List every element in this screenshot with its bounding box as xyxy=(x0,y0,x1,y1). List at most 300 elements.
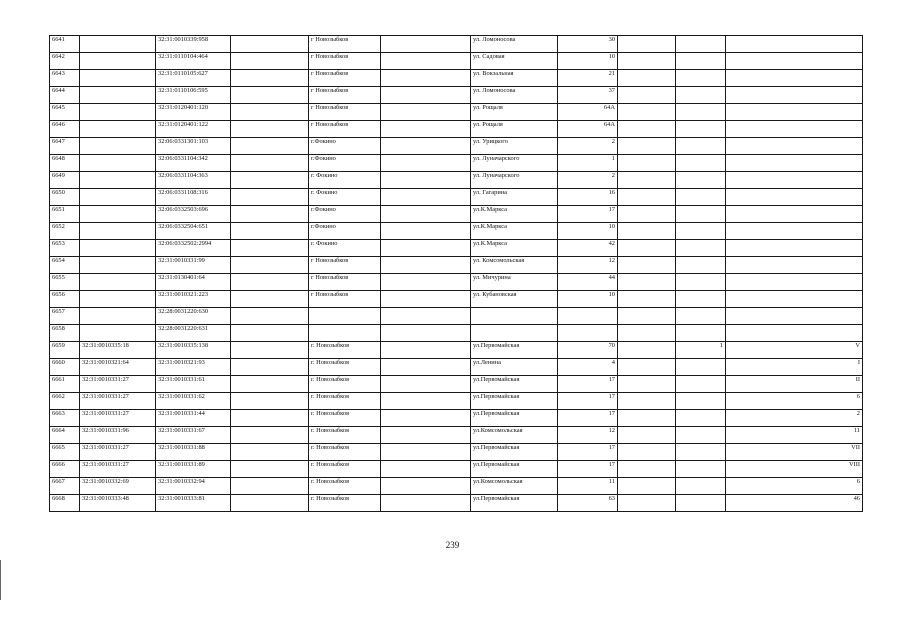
table-row xyxy=(50,257,863,274)
col8-cell xyxy=(618,427,676,444)
premise-number-cell xyxy=(726,155,863,172)
table-body xyxy=(50,36,863,512)
table-row xyxy=(50,427,863,444)
cadastral-parent-cell xyxy=(80,87,156,104)
col5-cell xyxy=(381,444,471,461)
street-cell: ул.Первомайская xyxy=(471,461,558,478)
cadastral-parent-cell: 32:31:0010321:64 xyxy=(80,359,156,376)
col3-cell xyxy=(231,291,309,308)
building-cell: 10 xyxy=(558,223,618,240)
col5-cell xyxy=(381,189,471,206)
col9-cell xyxy=(676,223,726,240)
street-cell: ул. Ломоносова xyxy=(471,87,558,104)
table-row xyxy=(50,172,863,189)
cadastral-parent-cell xyxy=(80,274,156,291)
row-number-cell: 6656 xyxy=(50,291,80,308)
col9-cell xyxy=(676,87,726,104)
col9-cell xyxy=(676,36,726,53)
col5-cell xyxy=(381,155,471,172)
building-cell: 2 xyxy=(558,172,618,189)
col3-cell xyxy=(231,70,309,87)
table-row xyxy=(50,274,863,291)
col5-cell xyxy=(381,274,471,291)
col9-cell xyxy=(676,121,726,138)
street-cell: ул.Первомайская xyxy=(471,410,558,427)
table-row xyxy=(50,104,863,121)
city-cell: г. Новозыбков xyxy=(309,495,381,512)
table-row xyxy=(50,461,863,478)
row-number-cell: 6658 xyxy=(50,325,80,342)
row-number-cell: 6651 xyxy=(50,206,80,223)
col5-cell xyxy=(381,70,471,87)
col8-cell xyxy=(618,104,676,121)
col3-cell xyxy=(231,53,309,70)
cadastral-parent-cell xyxy=(80,155,156,172)
col3-cell xyxy=(231,478,309,495)
city-cell: г. Фокино xyxy=(309,172,381,189)
col8-cell xyxy=(618,325,676,342)
cadastral-number-cell: 32:06:0331104:363 xyxy=(156,172,231,189)
building-cell: 11 xyxy=(558,478,618,495)
table-row xyxy=(50,444,863,461)
col9-cell xyxy=(676,291,726,308)
col9-cell xyxy=(676,444,726,461)
building-cell xyxy=(558,325,618,342)
cadastral-parent-cell xyxy=(80,325,156,342)
table-row xyxy=(50,36,863,53)
table-row xyxy=(50,308,863,325)
street-cell: ул. Луначарского xyxy=(471,172,558,189)
premise-number-cell: V xyxy=(726,342,863,359)
table-row xyxy=(50,53,863,70)
street-cell: ул. Комсомольская xyxy=(471,257,558,274)
col5-cell xyxy=(381,495,471,512)
cadastral-number-cell: 32:31:0110106:595 xyxy=(156,87,231,104)
premise-number-cell xyxy=(726,223,863,240)
col3-cell xyxy=(231,308,309,325)
col9-cell: 1 xyxy=(676,342,726,359)
col5-cell xyxy=(381,342,471,359)
col5-cell xyxy=(381,104,471,121)
col9-cell xyxy=(676,138,726,155)
premise-number-cell: 2 xyxy=(726,410,863,427)
col9-cell xyxy=(676,495,726,512)
cadastral-number-cell: 32:31:0110104:464 xyxy=(156,53,231,70)
building-cell: 63 xyxy=(558,495,618,512)
city-cell: г.Фокино xyxy=(309,155,381,172)
col5-cell xyxy=(381,478,471,495)
col8-cell xyxy=(618,70,676,87)
col9-cell xyxy=(676,257,726,274)
row-number-cell: 6665 xyxy=(50,444,80,461)
cadastral-parent-cell: 32:31:0010331:27 xyxy=(80,393,156,410)
building-cell: 16 xyxy=(558,189,618,206)
col8-cell xyxy=(618,223,676,240)
street-cell: ул.К.Маркса xyxy=(471,206,558,223)
city-cell: г. Новозыбков xyxy=(309,410,381,427)
cadastral-number-cell: 32:28:0031220:630 xyxy=(156,308,231,325)
col3-cell xyxy=(231,410,309,427)
cadastral-parent-cell xyxy=(80,308,156,325)
city-cell: г. Новозыбков xyxy=(309,427,381,444)
register-table xyxy=(49,35,863,512)
cadastral-parent-cell xyxy=(80,189,156,206)
street-cell: ул. Рощаля xyxy=(471,121,558,138)
cadastral-parent-cell: 32:31:0010331:96 xyxy=(80,427,156,444)
col8-cell xyxy=(618,444,676,461)
cadastral-number-cell: 32:31:0010331:88 xyxy=(156,444,231,461)
street-cell: ул. Ломоносова xyxy=(471,36,558,53)
col3-cell xyxy=(231,495,309,512)
cadastral-number-cell: 32:31:0010339:958 xyxy=(156,36,231,53)
street-cell: ул.Первомайская xyxy=(471,444,558,461)
col3-cell xyxy=(231,87,309,104)
street-cell: ул.К.Маркса xyxy=(471,223,558,240)
cadastral-number-cell: 32:31:0010321:93 xyxy=(156,359,231,376)
street-cell: ул. Луначарского xyxy=(471,155,558,172)
building-cell: 21 xyxy=(558,70,618,87)
building-cell: 17 xyxy=(558,206,618,223)
table-row xyxy=(50,325,863,342)
row-number-cell: 6657 xyxy=(50,308,80,325)
col9-cell xyxy=(676,308,726,325)
col3-cell xyxy=(231,155,309,172)
city-cell: г. Новозыбков xyxy=(309,376,381,393)
cadastral-number-cell: 32:31:0010331:61 xyxy=(156,376,231,393)
street-cell: ул. Вокзальная xyxy=(471,70,558,87)
col5-cell xyxy=(381,393,471,410)
premise-number-cell xyxy=(726,189,863,206)
city-cell: г Новозыбков xyxy=(309,36,381,53)
city-cell: г Новозыбков xyxy=(309,104,381,121)
city-cell: г Новозыбков xyxy=(309,70,381,87)
col3-cell xyxy=(231,274,309,291)
col5-cell xyxy=(381,223,471,240)
cadastral-number-cell: 32:06:0331104:342 xyxy=(156,155,231,172)
cadastral-number-cell: 32:31:0010331:62 xyxy=(156,393,231,410)
cadastral-parent-cell: 32:31:0010331:27 xyxy=(80,376,156,393)
col8-cell xyxy=(618,478,676,495)
premise-number-cell: II xyxy=(726,376,863,393)
street-cell: ул.Комсомольская xyxy=(471,478,558,495)
cadastral-parent-cell xyxy=(80,70,156,87)
row-number-cell: 6643 xyxy=(50,70,80,87)
col9-cell xyxy=(676,478,726,495)
col9-cell xyxy=(676,206,726,223)
col9-cell xyxy=(676,274,726,291)
col5-cell xyxy=(381,325,471,342)
street-cell: ул.Первомайская xyxy=(471,495,558,512)
col3-cell xyxy=(231,427,309,444)
premise-number-cell xyxy=(726,70,863,87)
col5-cell xyxy=(381,172,471,189)
city-cell: г.Фокино xyxy=(309,138,381,155)
col3-cell xyxy=(231,376,309,393)
table-row xyxy=(50,206,863,223)
col8-cell xyxy=(618,240,676,257)
cadastral-parent-cell xyxy=(80,206,156,223)
premise-number-cell xyxy=(726,240,863,257)
col9-cell xyxy=(676,359,726,376)
city-cell: г. Новозыбков xyxy=(309,444,381,461)
premise-number-cell: I xyxy=(726,359,863,376)
cadastral-number-cell: 32:06:0332504:651 xyxy=(156,223,231,240)
cadastral-parent-cell xyxy=(80,53,156,70)
building-cell: 10 xyxy=(558,53,618,70)
premise-number-cell xyxy=(726,87,863,104)
premise-number-cell xyxy=(726,325,863,342)
city-cell: г Новозыбков xyxy=(309,291,381,308)
row-number-cell: 6646 xyxy=(50,121,80,138)
row-number-cell: 6662 xyxy=(50,393,80,410)
premise-number-cell: 11 xyxy=(726,427,863,444)
building-cell: 30 xyxy=(558,36,618,53)
col5-cell xyxy=(381,410,471,427)
building-cell: 10 xyxy=(558,291,618,308)
street-cell xyxy=(471,308,558,325)
premise-number-cell: 46 xyxy=(726,495,863,512)
street-cell: ул. Урицкого xyxy=(471,138,558,155)
premise-number-cell: 6 xyxy=(726,478,863,495)
row-number-cell: 6667 xyxy=(50,478,80,495)
city-cell: г Новозыбков xyxy=(309,87,381,104)
col3-cell xyxy=(231,223,309,240)
cadastral-number-cell: 32:31:0120401:120 xyxy=(156,104,231,121)
col3-cell xyxy=(231,257,309,274)
table-row xyxy=(50,376,863,393)
col3-cell xyxy=(231,342,309,359)
city-cell: г. Фокино xyxy=(309,189,381,206)
cadastral-number-cell: 32:06:0332503:696 xyxy=(156,206,231,223)
col3-cell xyxy=(231,189,309,206)
col3-cell xyxy=(231,104,309,121)
premise-number-cell: 6 xyxy=(726,393,863,410)
table-row xyxy=(50,240,863,257)
table-row xyxy=(50,223,863,240)
cadastral-number-cell: 32:31:0010335:138 xyxy=(156,342,231,359)
col3-cell xyxy=(231,444,309,461)
col8-cell xyxy=(618,291,676,308)
cadastral-parent-cell xyxy=(80,172,156,189)
premise-number-cell xyxy=(726,274,863,291)
col5-cell xyxy=(381,138,471,155)
cadastral-number-cell: 32:06:0331301:103 xyxy=(156,138,231,155)
table-row xyxy=(50,70,863,87)
cadastral-parent-cell: 32:31:0010335:18 xyxy=(80,342,156,359)
city-cell: г Новозыбков xyxy=(309,53,381,70)
cadastral-parent-cell xyxy=(80,104,156,121)
cadastral-parent-cell: 32:31:0010332:69 xyxy=(80,478,156,495)
building-cell: 17 xyxy=(558,444,618,461)
building-cell: 64А xyxy=(558,121,618,138)
street-cell: ул.Первомайская xyxy=(471,342,558,359)
premise-number-cell xyxy=(726,257,863,274)
table-row xyxy=(50,121,863,138)
row-number-cell: 6664 xyxy=(50,427,80,444)
col5-cell xyxy=(381,121,471,138)
premise-number-cell: VII xyxy=(726,444,863,461)
cadastral-number-cell: 32:31:0010321:223 xyxy=(156,291,231,308)
premise-number-cell xyxy=(726,206,863,223)
col3-cell xyxy=(231,36,309,53)
col5-cell xyxy=(381,308,471,325)
cadastral-number-cell: 32:31:0130401:64 xyxy=(156,274,231,291)
cadastral-number-cell: 32:31:0120401:122 xyxy=(156,121,231,138)
row-number-cell: 6650 xyxy=(50,189,80,206)
cadastral-parent-cell xyxy=(80,138,156,155)
premise-number-cell xyxy=(726,138,863,155)
city-cell: г. Новозыбков xyxy=(309,478,381,495)
col8-cell xyxy=(618,342,676,359)
col9-cell xyxy=(676,104,726,121)
cadastral-number-cell: 32:31:0010332:94 xyxy=(156,478,231,495)
col8-cell xyxy=(618,308,676,325)
row-number-cell: 6655 xyxy=(50,274,80,291)
cadastral-parent-cell: 32:31:0010333:48 xyxy=(80,495,156,512)
street-cell xyxy=(471,325,558,342)
cadastral-number-cell: 32:31:0110105:627 xyxy=(156,70,231,87)
row-number-cell: 6659 xyxy=(50,342,80,359)
building-cell: 70 xyxy=(558,342,618,359)
col5-cell xyxy=(381,240,471,257)
col8-cell xyxy=(618,393,676,410)
table-row xyxy=(50,138,863,155)
building-cell: 17 xyxy=(558,393,618,410)
row-number-cell: 6645 xyxy=(50,104,80,121)
col8-cell xyxy=(618,495,676,512)
building-cell: 1 xyxy=(558,155,618,172)
row-number-cell: 6654 xyxy=(50,257,80,274)
row-number-cell: 6648 xyxy=(50,155,80,172)
premise-number-cell xyxy=(726,53,863,70)
street-cell: ул.Первомайская xyxy=(471,376,558,393)
building-cell: 17 xyxy=(558,461,618,478)
col5-cell xyxy=(381,359,471,376)
row-number-cell: 6661 xyxy=(50,376,80,393)
cadastral-number-cell: 32:06:0332502:2994 xyxy=(156,240,231,257)
cadastral-number-cell: 32:31:0010331:99 xyxy=(156,257,231,274)
col5-cell xyxy=(381,291,471,308)
cadastral-parent-cell xyxy=(80,36,156,53)
row-number-cell: 6644 xyxy=(50,87,80,104)
table-row xyxy=(50,495,863,512)
col8-cell xyxy=(618,155,676,172)
building-cell: 17 xyxy=(558,376,618,393)
col8-cell xyxy=(618,376,676,393)
col9-cell xyxy=(676,427,726,444)
city-cell: г Новозыбков xyxy=(309,274,381,291)
premise-number-cell xyxy=(726,291,863,308)
row-number-cell: 6649 xyxy=(50,172,80,189)
premise-number-cell xyxy=(726,172,863,189)
city-cell: г.Фокино xyxy=(309,206,381,223)
cadastral-parent-cell: 32:31:0010331:27 xyxy=(80,410,156,427)
city-cell: г. Новозыбков xyxy=(309,461,381,478)
col5-cell xyxy=(381,427,471,444)
premise-number-cell xyxy=(726,104,863,121)
street-cell: ул.Ленина xyxy=(471,359,558,376)
row-number-cell: 6668 xyxy=(50,495,80,512)
street-cell: ул. Кубановская xyxy=(471,291,558,308)
table-row xyxy=(50,410,863,427)
table-row xyxy=(50,342,863,359)
col5-cell xyxy=(381,206,471,223)
building-cell: 12 xyxy=(558,427,618,444)
col9-cell xyxy=(676,393,726,410)
building-cell: 2 xyxy=(558,138,618,155)
city-cell: г. Новозыбков xyxy=(309,393,381,410)
col8-cell xyxy=(618,461,676,478)
cadastral-parent-cell xyxy=(80,291,156,308)
building-cell: 44 xyxy=(558,274,618,291)
premise-number-cell xyxy=(726,308,863,325)
street-cell: ул. Мичурина xyxy=(471,274,558,291)
table-row xyxy=(50,189,863,206)
cadastral-number-cell: 32:31:0010331:44 xyxy=(156,410,231,427)
col3-cell xyxy=(231,393,309,410)
row-number-cell: 6660 xyxy=(50,359,80,376)
row-number-cell: 6641 xyxy=(50,36,80,53)
col8-cell xyxy=(618,138,676,155)
col8-cell xyxy=(618,410,676,427)
col5-cell xyxy=(381,53,471,70)
col3-cell xyxy=(231,325,309,342)
scan-edge-mark xyxy=(0,560,1,600)
col9-cell xyxy=(676,325,726,342)
cadastral-parent-cell xyxy=(80,121,156,138)
col8-cell xyxy=(618,121,676,138)
col8-cell xyxy=(618,53,676,70)
city-cell xyxy=(309,325,381,342)
row-number-cell: 6663 xyxy=(50,410,80,427)
col9-cell xyxy=(676,376,726,393)
street-cell: ул.К.Маркса xyxy=(471,240,558,257)
street-cell: ул. Садовая xyxy=(471,53,558,70)
col5-cell xyxy=(381,376,471,393)
col3-cell xyxy=(231,359,309,376)
table-row xyxy=(50,359,863,376)
row-number-cell: 6652 xyxy=(50,223,80,240)
city-cell: г. Новозыбков xyxy=(309,342,381,359)
col9-cell xyxy=(676,70,726,87)
building-cell: 4 xyxy=(558,359,618,376)
cadastral-parent-cell: 32:31:0010331:27 xyxy=(80,444,156,461)
cadastral-number-cell: 32:06:0331108:316 xyxy=(156,189,231,206)
col5-cell xyxy=(381,87,471,104)
city-cell: г Новозыбков xyxy=(309,257,381,274)
table-row xyxy=(50,291,863,308)
col8-cell xyxy=(618,274,676,291)
cadastral-parent-cell xyxy=(80,257,156,274)
table-row xyxy=(50,478,863,495)
cadastral-number-cell: 32:28:0031220:631 xyxy=(156,325,231,342)
col8-cell xyxy=(618,36,676,53)
street-cell: ул.Комсомольская xyxy=(471,427,558,444)
col9-cell xyxy=(676,240,726,257)
building-cell xyxy=(558,308,618,325)
city-cell: г. Фокино xyxy=(309,240,381,257)
col5-cell xyxy=(381,257,471,274)
city-cell xyxy=(309,308,381,325)
table-row xyxy=(50,155,863,172)
premise-number-cell xyxy=(726,36,863,53)
building-cell: 37 xyxy=(558,87,618,104)
row-number-cell: 6642 xyxy=(50,53,80,70)
city-cell: г Новозыбков xyxy=(309,121,381,138)
col9-cell xyxy=(676,53,726,70)
col8-cell xyxy=(618,206,676,223)
col3-cell xyxy=(231,240,309,257)
